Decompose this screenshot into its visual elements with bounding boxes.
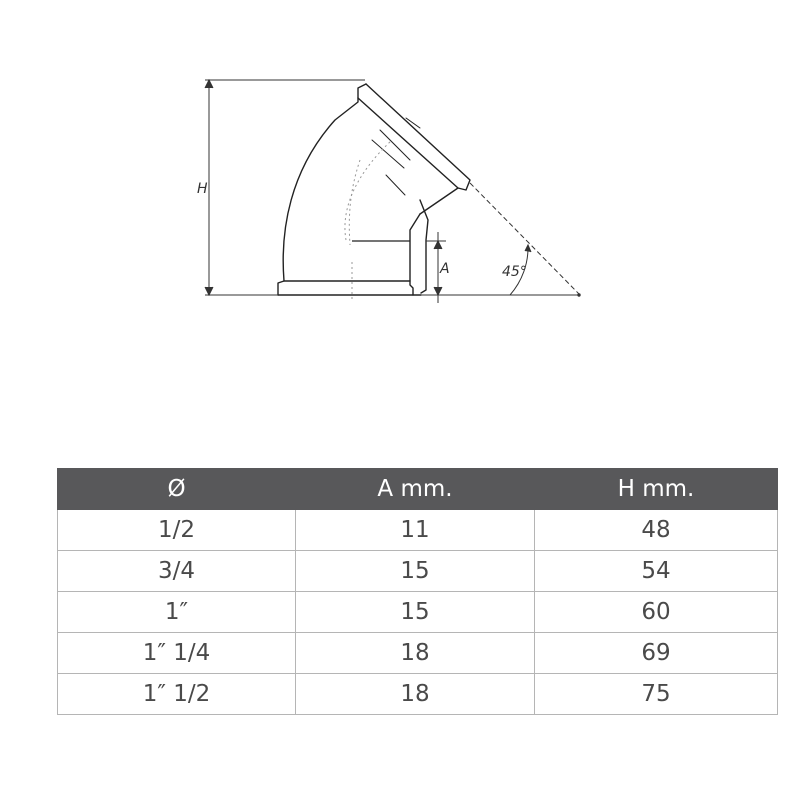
cell-h-mm: 60	[535, 592, 778, 633]
column-header-a-mm: A mm.	[296, 469, 535, 510]
cell-diameter: 1″ 1/4	[58, 633, 296, 674]
dimension-h-label: H	[197, 181, 208, 197]
cell-a-mm: 18	[296, 633, 535, 674]
cell-a-mm: 15	[296, 551, 535, 592]
cell-a-mm: 11	[296, 510, 535, 551]
cell-a-mm: 15	[296, 592, 535, 633]
angle-45-label: 45°	[502, 264, 527, 280]
column-header-diameter: Ø	[58, 469, 296, 510]
table-row	[58, 592, 778, 633]
cell-diameter: 1″ 1/2	[58, 674, 296, 715]
cell-diameter: 1″	[58, 592, 296, 633]
table-row	[58, 674, 778, 715]
cell-a-mm: 18	[296, 674, 535, 715]
table-header-row	[58, 469, 778, 510]
elbow-45-technical-drawing	[0, 0, 800, 360]
cell-h-mm: 69	[535, 633, 778, 674]
table-row	[58, 510, 778, 551]
elbow-angled-wall	[410, 214, 420, 295]
dimension-a-label: A	[440, 261, 450, 277]
cell-diameter: 3/4	[58, 551, 296, 592]
dimensions-table	[57, 468, 778, 715]
table-row	[58, 633, 778, 674]
column-header-h-mm: H mm.	[535, 469, 778, 510]
cell-diameter: 1/2	[58, 510, 296, 551]
elbow-top-flange-inner	[358, 98, 458, 188]
cell-h-mm: 48	[535, 510, 778, 551]
cell-h-mm: 75	[535, 674, 778, 715]
cell-h-mm: 54	[535, 551, 778, 592]
table-row	[58, 551, 778, 592]
